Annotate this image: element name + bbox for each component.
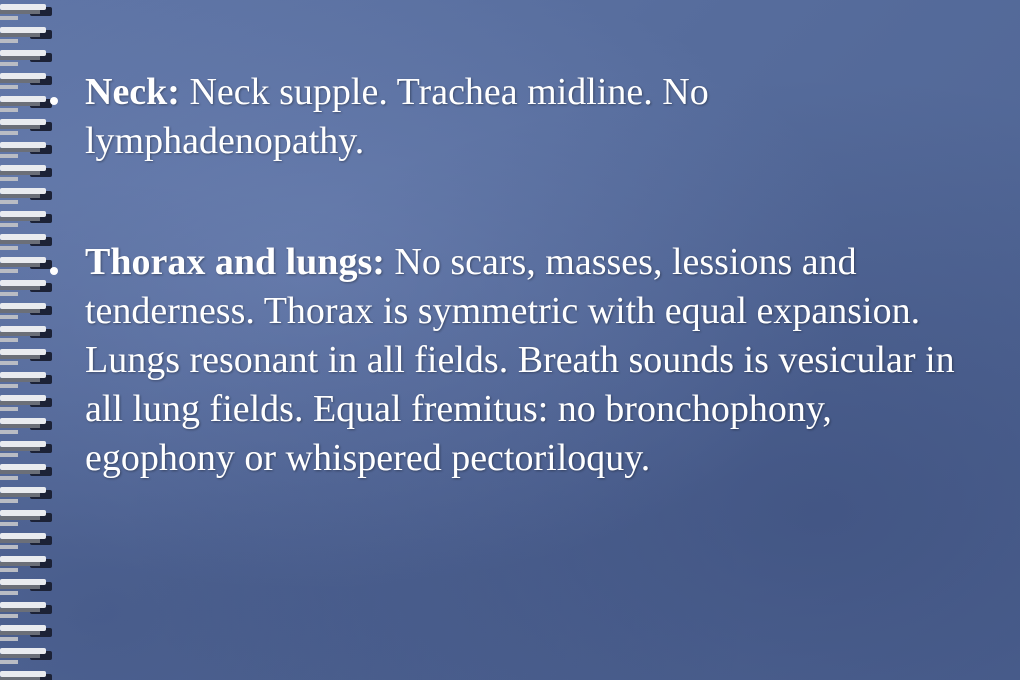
- spiral-coil-shadow: [0, 148, 40, 152]
- spiral-coil: [0, 648, 46, 654]
- spiral-coil-stub: [0, 85, 18, 89]
- spiral-coil-shadow: [0, 562, 40, 566]
- spiral-coil-shadow: [0, 309, 40, 313]
- spiral-coil-stub: [0, 269, 18, 273]
- spiral-coil-shadow: [0, 217, 40, 221]
- bullet-body: Neck supple. Trachea midline. No lymphadenopathy.: [85, 71, 709, 162]
- spiral-coil-stub: [0, 545, 18, 549]
- spiral-coil-shadow: [0, 608, 40, 612]
- bullet-item-neck: [40, 68, 955, 166]
- spiral-coil-shadow: [0, 125, 40, 129]
- bullet-heading: Thorax and lungs:: [85, 241, 385, 283]
- spiral-coil-shadow: [0, 378, 40, 382]
- spiral-coil-shadow: [0, 10, 40, 14]
- spiral-coil: [0, 602, 46, 608]
- spiral-coil-shadow: [0, 447, 40, 451]
- spiral-coil-shadow: [0, 332, 40, 336]
- spiral-coil-shadow: [0, 539, 40, 543]
- spiral-coil-shadow: [0, 516, 40, 520]
- spiral-coil-stub: [0, 246, 18, 250]
- spiral-coil-shadow: [0, 194, 40, 198]
- spiral-coil-shadow: [0, 56, 40, 60]
- spiral-coil-stub: [0, 131, 18, 135]
- spiral-coil-stub: [0, 591, 18, 595]
- spiral-coil-shadow: [0, 102, 40, 106]
- spiral-coil-stub: [0, 499, 18, 503]
- spiral-coil-stub: [0, 522, 18, 526]
- spiral-coil: [0, 625, 46, 631]
- spiral-coil-stub: [0, 154, 18, 158]
- spiral-coil-stub: [0, 223, 18, 227]
- spiral-coil-stub: [0, 660, 18, 664]
- bullet-item-thorax-and-lungs: [40, 238, 955, 483]
- spiral-coil-stub: [0, 361, 18, 365]
- spiral-coil-shadow: [0, 654, 40, 658]
- spiral-coil: [0, 579, 46, 585]
- spiral-coil-stub: [0, 62, 18, 66]
- bullet-dot-icon: [50, 97, 58, 105]
- spiral-coil-shadow: [0, 33, 40, 37]
- spiral-coil-shadow: [0, 631, 40, 635]
- spiral-coil-stub: [0, 338, 18, 342]
- spiral-coil-stub: [0, 407, 18, 411]
- spiral-coil-stub: [0, 453, 18, 457]
- bullet-text: [85, 241, 955, 479]
- spiral-coil: [0, 510, 46, 516]
- spiral-coil-shadow: [0, 263, 40, 267]
- spiral-coil-stub: [0, 108, 18, 112]
- spiral-coil-stub: [0, 315, 18, 319]
- spiral-coil: [0, 50, 46, 56]
- bullet-text: [85, 71, 709, 162]
- spiral-coil-shadow: [0, 171, 40, 175]
- spiral-coil-stub: [0, 614, 18, 618]
- spiral-coil: [0, 4, 46, 10]
- spiral-coil-shadow: [0, 585, 40, 589]
- spiral-coil: [0, 487, 46, 493]
- spiral-coil-shadow: [0, 355, 40, 359]
- spiral-coil-stub: [0, 292, 18, 296]
- spiral-coil-stub: [0, 568, 18, 572]
- spiral-coil-shadow: [0, 401, 40, 405]
- spiral-coil-stub: [0, 637, 18, 641]
- spiral-coil-stub: [0, 200, 18, 204]
- spiral-coil-stub: [0, 177, 18, 181]
- spiral-coil-stub: [0, 384, 18, 388]
- spiral-coil: [0, 671, 46, 677]
- spiral-coil-stub: [0, 430, 18, 434]
- spiral-coil-shadow: [0, 240, 40, 244]
- spiral-coil-shadow: [0, 470, 40, 474]
- spiral-coil-stub: [0, 16, 18, 20]
- spiral-coil: [0, 556, 46, 562]
- spiral-coil-shadow: [0, 286, 40, 290]
- spiral-coil-shadow: [0, 493, 40, 497]
- spiral-coil-shadow: [0, 79, 40, 83]
- spiral-coil-stub: [0, 39, 18, 43]
- slide-content: [40, 68, 955, 483]
- spiral-coil-shadow: [0, 424, 40, 428]
- bullet-heading: Neck:: [85, 71, 180, 113]
- bullet-dot-icon: [50, 267, 58, 275]
- spiral-coil: [0, 27, 46, 33]
- spiral-coil-stub: [0, 476, 18, 480]
- spiral-coil: [0, 533, 46, 539]
- bullet-body: No scars, masses, lessions and tenderness. Thorax is symmetric with equal expansion. Lungs resonant in all fields. Breath sounds is vesicular in all lung fields. Equal fremitus: no bronchophony, egophony or whispered pectoriloquy.: [85, 241, 955, 479]
